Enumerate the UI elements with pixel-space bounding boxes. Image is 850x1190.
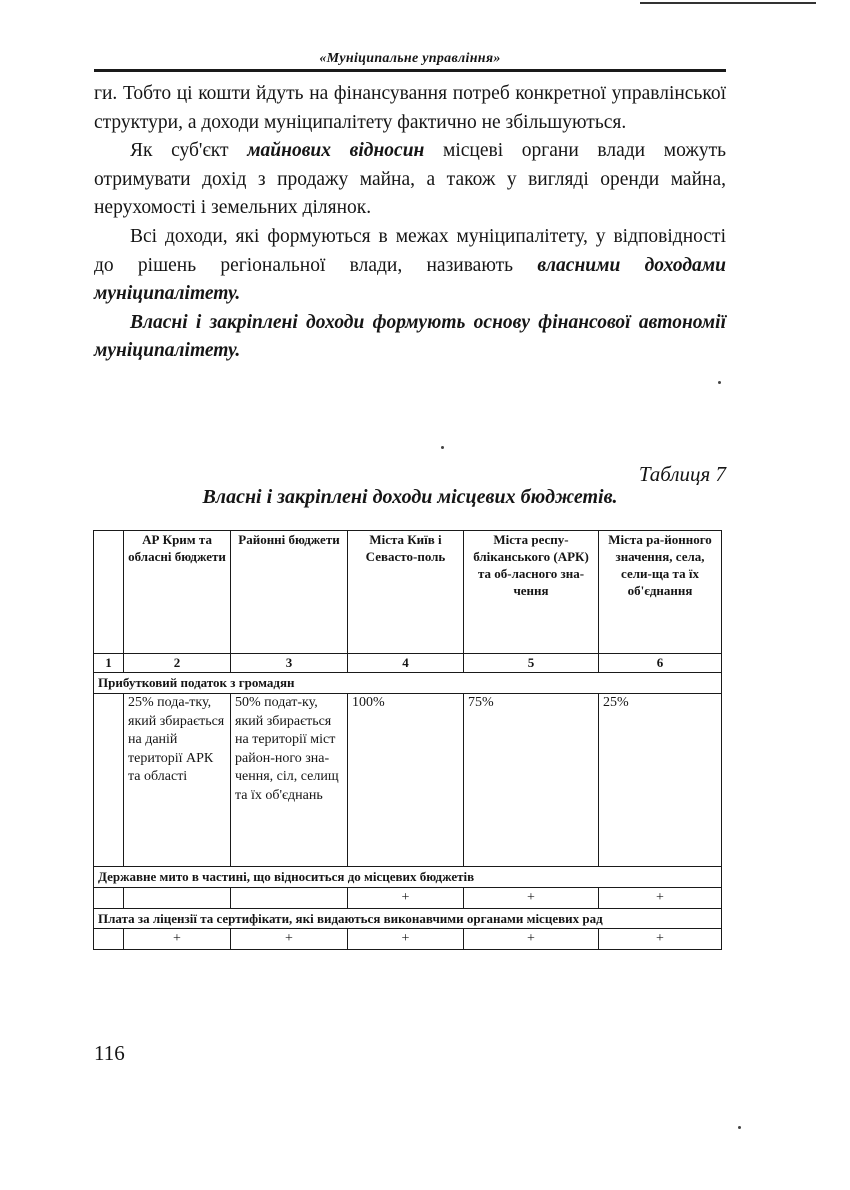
table-cell: 100% — [348, 694, 464, 867]
paragraph-4-emphasis: Власні і закріплені доходи формують основу фінансової автономії муніципалітету. — [94, 311, 726, 362]
paragraph-1: ги. Тобто ці кошти йдуть на фінансування потреб конкретної управлінської структури, а доходи муніципалітету фактично не збільшуються. — [94, 83, 726, 133]
paragraph-3 — [94, 223, 726, 309]
column-number: 2 — [124, 654, 231, 673]
table-cell — [94, 929, 124, 950]
paragraph-2 — [94, 137, 726, 223]
body-text — [94, 80, 726, 366]
table-cell: + — [348, 929, 464, 950]
section-heading: Плата за ліцензії та сертифікати, які видаються виконавчими органами місцевих рад — [94, 909, 722, 929]
emphasis-property-relations: майнових відносин — [247, 140, 425, 162]
section-row — [94, 673, 722, 694]
section-heading: Державне мито в частині, що відноситься до місцевих бюджетів — [94, 867, 722, 888]
column-number: 6 — [599, 654, 722, 673]
table-cell: + — [464, 888, 599, 909]
table-cell — [94, 888, 124, 909]
header-cell: Міста респу-бліканського (АРК) та об-ласного зна-чення — [464, 531, 599, 654]
table-number: Таблиця 7 — [638, 462, 726, 486]
column-number: 5 — [464, 654, 599, 673]
header-cell: Районні бюджети — [231, 531, 348, 654]
revenues-table — [93, 530, 722, 950]
paragraph-3-text-start: Всі доходи, які формуються в межах муніципалітету, у відповідності до рішень регіональної влади, називають — [94, 225, 726, 276]
scan-speck — [718, 381, 721, 384]
table-title: Власні і закріплені доходи місцевих бюджетів. — [202, 486, 618, 508]
column-number: 3 — [231, 654, 348, 673]
table-header-row — [94, 531, 722, 654]
header-cell — [94, 531, 124, 654]
emphasis-own-revenues: власними доходами муніципалітету. — [94, 254, 727, 305]
table-cell: + — [124, 929, 231, 950]
table-row — [94, 929, 722, 950]
header-cell: Міста ра-йонного значення, села, сели-ща та їх об'єднання — [599, 531, 722, 654]
page-number: 116 — [94, 1041, 125, 1065]
section-heading: Прибутковий податок з громадян — [94, 673, 722, 694]
running-header: «Муніципальне управління» — [319, 51, 501, 66]
table-cell — [231, 888, 348, 909]
table-cell: 25% пода-тку, який збирається на даній території АРК та області — [124, 694, 231, 867]
header-cell: Міста Київ і Севасто-поль — [348, 531, 464, 654]
table-cell: 25% — [599, 694, 722, 867]
table-cell: + — [348, 888, 464, 909]
table-row — [94, 694, 722, 867]
column-number: 4 — [348, 654, 464, 673]
section-row — [94, 867, 722, 888]
table-cell: + — [599, 929, 722, 950]
top-edge-rule — [640, 2, 816, 4]
scan-speck — [738, 1126, 741, 1129]
paragraph-2-text-start: Як суб'єкт — [130, 140, 248, 162]
table-row — [94, 888, 722, 909]
table-cell: + — [464, 929, 599, 950]
table-cell: 75% — [464, 694, 599, 867]
header-cell: АР Крим та обласні бюджети — [124, 531, 231, 654]
table-cell: 50% подат-ку, який збирається на території міст район-ного зна-чення, сіл, селищ та їх об'єднань — [231, 694, 348, 867]
scan-speck — [441, 446, 444, 449]
column-number-row — [94, 654, 722, 673]
column-number: 1 — [94, 654, 124, 673]
paragraph-2-text-end: місцеві органи влади можуть отримувати дохід з продажу майна, а також у вигляді оренди майна, нерухомості і земельних ділянок. — [94, 140, 726, 219]
section-row — [94, 909, 722, 929]
table-cell: + — [599, 888, 722, 909]
table-cell: + — [231, 929, 348, 950]
table-cell — [124, 888, 231, 909]
header-rule — [94, 69, 726, 72]
table-cell — [94, 694, 124, 867]
